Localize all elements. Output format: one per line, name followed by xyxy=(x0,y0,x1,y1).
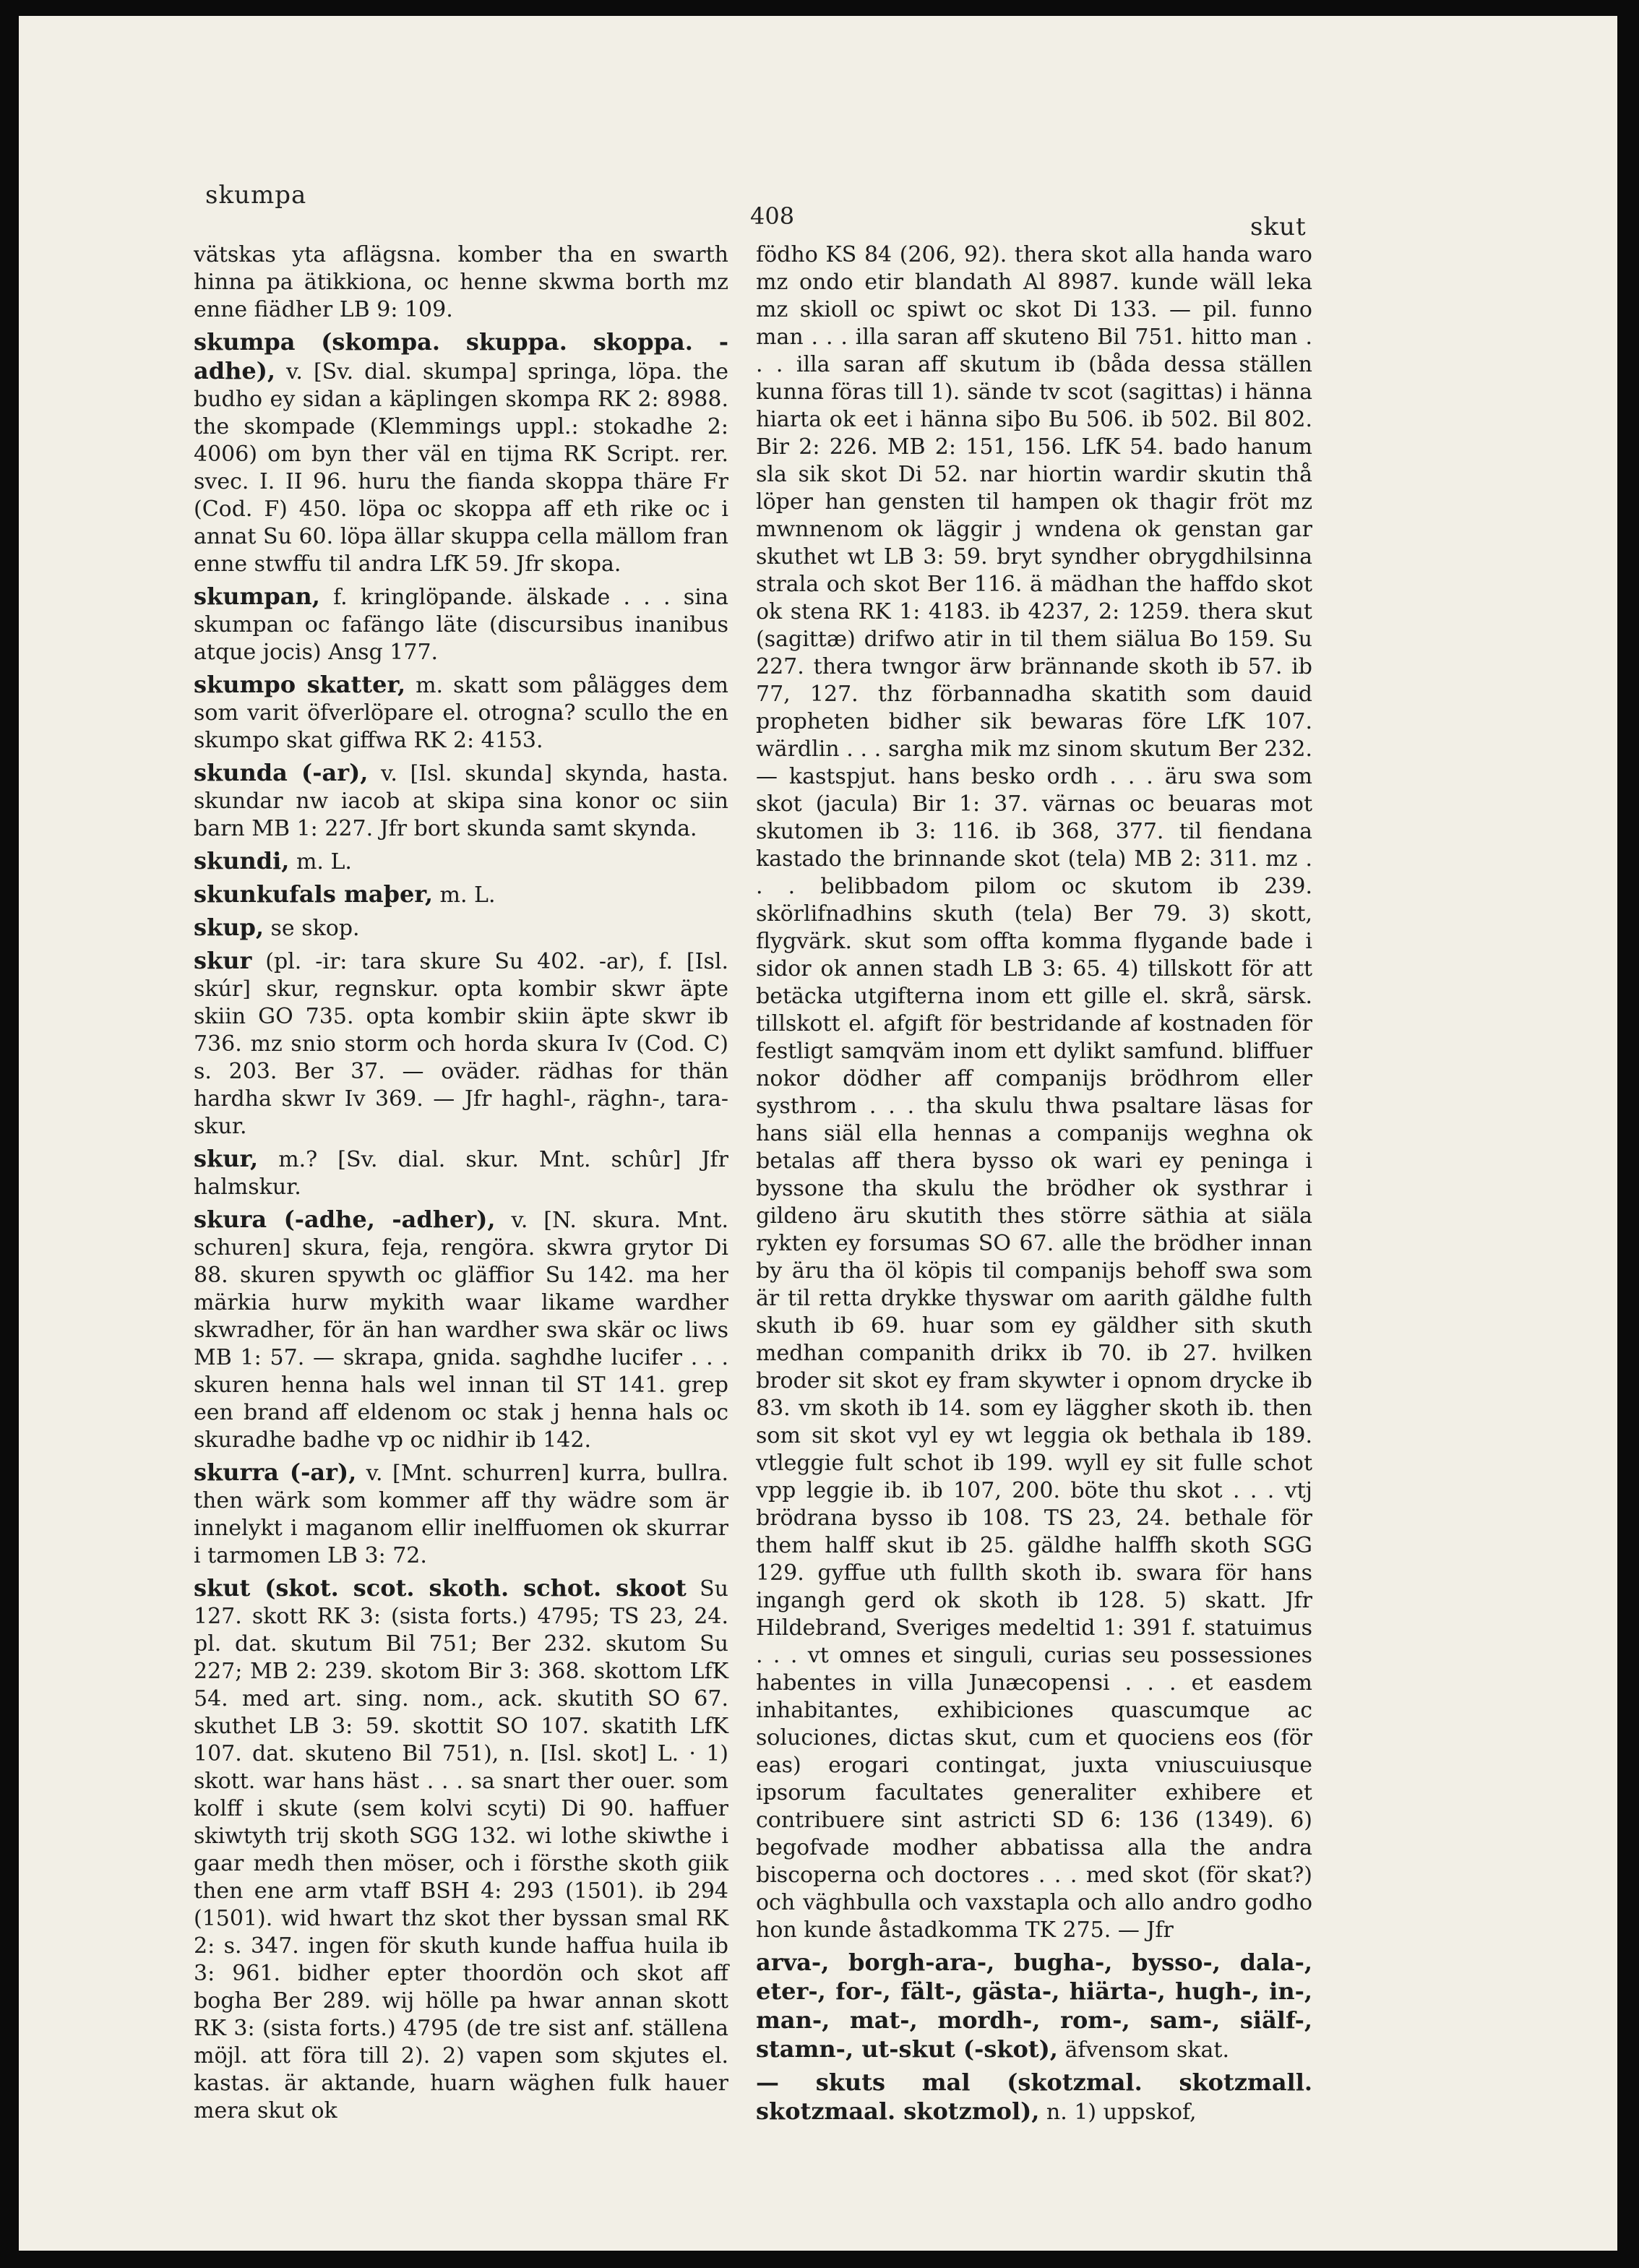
dictionary-entry xyxy=(194,1459,728,1570)
entry-headword: skura (-adhe, -adher), xyxy=(194,1206,496,1233)
running-head-right: skut xyxy=(1250,212,1307,241)
entry-headword: arva-, borgh-ara-, bugha-, bysso-, dala-, eter-, for-, fält-, gästa-, hiärta-, hugh-, in-, man-, mat-, mordh-, rom-, sam-, siälf-, stamn-, ut-skut (-skot), xyxy=(756,1949,1312,2063)
dictionary-entry xyxy=(194,1145,728,1201)
entry-text: m.? [Sv. dial. skur. Mnt. schûr] Jfr halmskur. xyxy=(194,1147,728,1200)
dictionary-entry xyxy=(756,1949,1312,2064)
page-number: 408 xyxy=(750,202,795,230)
entry-text: se skop. xyxy=(270,916,360,941)
dictionary-entry xyxy=(194,759,728,843)
entry-text: födho KS 84 (206, 92). thera skot alla handa waro mz ondo etir blandath Al 8987. kunde wäll leka mz skioll oc spiwt oc skot Di 133. — pil. funno man . . . illa saran aff skuteno Bil 751. hitto man . . . illa saran aff skutum ib (båda dessa ställen kunna föras till 1). sände tv scot (sagittas) i hänna hiarta ok eet i hänna siþo Bu 506. ib 502. Bil 802. Bir 2: 226. MB 2: 151, 156. LfK 54. bado hanum sla sik skot Di 52. nar hiortin wardir skutin thå löper han gensten til hampen ok thagir fröt mz mwnnenom ok läggir j wndena ok genstan gar skuthet wt LB 3: 59. bryt syndher obrygdhilsinna strala och skot Ber 116. ä mädhan the haffdo skot ok stena RK 1: 4183. ib 4237, 2: 1259. thera skut (sagittæ) drifwo atir in til them siälua Bo 159. Su 227. thera twngor ärw brännande skoth ib 57. ib 77, 127. thz förbannadha skatith som dauid propheten bidher sik bewaras före LfK 107. wärdlin . . . sargha mik mz sinom skutum Ber 232. — kastspjut. hans besko ordh . . . äru swa som skot (jacula) Bir 1: 37. värnas oc beuaras mot skutomen ib 3: 116. ib 368, 377. til fiendana kastado the brinnande skot (tela) MB 2: 311. mz . . . belibbadom pilom oc skutom ib 239. skörlifnadhins skuth (tela) Ber 79. 3) skott, flygvärk. skut som offta komma flygande bade i sidor ok annen stadh LB 3: 65. 4) tillskott för att betäcka utgifterna inom ett gille el. skrå, särsk. tillskott el. afgift för bestridande af kostnaden för festligt samqväm inom ett dylikt samfund. bliffuer nokor dödher aff companijs brödhrom eller systhrom . . . tha skulu thwa psaltare läsas for hans siäl ella hennas a companijs weghna ok betalas aff thera bysso ok wari ey peninga i byssone tha skulu the brödher ok systhrar i gildeno äru skutith thes större säthia at siäla rykten ey forsumas SO 67. alle the brödher innan by äru tha öl köpis til companijs behoff swa som är til retta drykke thyswar om aarith gäldhe fulth skuth ib 69. huar som ey gäldher sith skuth medhan companith drikx ib 70. ib 27. hvilken broder sit skot ey fram skywter i opnom drycke ib 83. vm skoth ib 14. som ey läggher skoth ib. then som sit skot vyl ey wt leggia ok bethala ib 189. vtleggie fult schot ib 199. wyll ey sit fulle schot vpp leggie ib. ib 107, 200. böte thu skot . . . vtj brödrana bysso ib 108. TS 23, 24. bethale för them halff skut ib 25. gäldhe halffh skoth SGG 129. gyffue uth fullth skoth ib. swara för hans ingangh gerd ok skoth ib 128. 5) skatt. Jfr Hildebrand, Sveriges medeltid 1: 391 f. statuimus . . . vt omnes et singuli, curias seu possessiones habentes in villa Junæcopensi . . . et easdem inhabitantes, exhibiciones quascumque ac soluciones, dictas skut, cum et quociens eos (för eas) erogari contingat, juxta vniuscuiusque ipsorum facultates generaliter exhibere et contribuere sint astricti SD 6: 136 (1349). 6) begofvade modher abbatissa alla the andra biscoperna och doctores . . . med skot (för skat?) och väghbulla och vaxstapla och allo andro godho hon kunde åstadkomma TK 275. — Jfr xyxy=(756,242,1312,1943)
entry-text: m. L. xyxy=(296,849,352,875)
entry-headword: skundi, xyxy=(194,847,290,875)
entry-headword: skur xyxy=(194,947,252,974)
entry-text: Su 127. skott RK 3: (sista forts.) 4795; TS 23, 24. pl. dat. skutum Bil 751; Ber 232. skutom Su 227; MB 2: 239. skotom Bir 3: 368. skottom LfK 54. med art. sing. nom., ack. skutith SO 67. skuthet LB 3: 59. skottit SO 107. skatith LfK 107. dat. skuteno Bil 751), n. [Isl. skot] L. · 1) skott. war hans häst . . . sa snart ther ouer. som kolff i skute (sem kolvi scyti) Di 90. haffuer skiwtyth trij skoth SGG 132. wi lothe skiwthe i gaar medh then möser, och i försthe skoth giik then ene arm vtaff BSH 4: 293 (1501). ib 294 (1501). wid hwart thz skot ther byssan smal RK 2: s. 347. ingen för skuth kunde haffua huila ib 3: 961. bidher epter thoordön och skot aff bogha Ber 289. wij hölle pa hwar annan skott RK 3: (sista forts.) 4795 (de tre sist anf. ställena möjl. att föra till 2). 2) vapen som skjutes el. kastas. är aktande, huarn wäghen fulk hauer mera skut ok xyxy=(194,1576,728,2123)
entry-continuation xyxy=(194,241,728,324)
dictionary-entry xyxy=(194,671,728,755)
entry-text: äfvensom skat. xyxy=(1064,2037,1229,2063)
entry-text: v. [Sv. dial. skumpa] springa, löpa. the budho ey sidan a käplingen skompa RK 2: 8988. the skompade (Klemmings uppl.: stokadhe 2: 4006) om byn ther väl en tijma RK Script. rer. svec. I. II 96. huru the fianda skoppa thäre Fr (Cod. F) 450. löpa oc skoppa aff eth rike oc i annat Su 60. löpa ällar skuppa cella mällom fran enne stwffu til andra LfK 59. Jfr skopa. xyxy=(194,359,729,577)
dictionary-entry xyxy=(756,2069,1312,2126)
entry-headword: skumpo skatter, xyxy=(194,671,406,698)
dictionary-entry xyxy=(194,583,728,666)
entry-text: (pl. -ir: tara skure Su 402. -ar), f. [Isl. skúr] skur, regnskur. opta kombir skwr äpte skiin GO 735. opta kombir skiin äpte skwr ib 736. mz snio storm och horda skura Iv (Cod. C) s. 203. Ber 37. — oväder. rädhas for thän hardha skwr Iv 369. — Jfr haghl-, räghn-, tara-skur. xyxy=(194,949,728,1139)
dictionary-entry xyxy=(194,847,728,876)
entry-headword: — skuts mal (skotzmal. skotzmall. skotzmaal. skotzmol), xyxy=(756,2069,1312,2125)
dictionary-entry xyxy=(194,1574,728,2125)
entry-text: v. [Mnt. schurren] kurra, bullra. then wärk som kommer aff thy wädre som är innelykt i maganom ellir inelffuomen ok skurrar i tarmomen LB 3: 72. xyxy=(194,1461,728,1568)
running-head-left: skumpa xyxy=(205,181,307,210)
entry-headword: skurra (-ar), xyxy=(194,1459,357,1486)
right-column xyxy=(756,241,1312,2131)
entry-headword: skup, xyxy=(194,914,264,941)
entry-continuation xyxy=(756,241,1312,1944)
dictionary-entry xyxy=(194,914,728,942)
entry-text: m. skatt som pålägges dem som varit öfverlöpare el. otrogna? scullo the en skumpo skat giffwa RK 2: 4153. xyxy=(194,673,728,753)
left-column xyxy=(194,241,728,2129)
entry-text: f. kringlöpande. älskade . . . sina skumpan oc fafängo läte (discursibus inanibus atque jocis) Ansg 177. xyxy=(194,585,728,665)
entry-headword: skumpa (skompa. skuppa. skoppa. -adhe), xyxy=(194,328,728,385)
entry-headword: skur, xyxy=(194,1145,259,1172)
dictionary-entry xyxy=(194,1206,728,1454)
entry-headword: skunda (-ar), xyxy=(194,759,369,786)
entry-text: v. [Isl. skunda] skynda, hasta. skundar nw iacob at skipa sina konor oc siin barn MB 1: 227. Jfr bort skunda samt skynda. xyxy=(194,761,728,841)
entry-text: vätskas yta aflägsna. komber tha en swarth hinna pa ätikkiona, oc henne skwma borth mz enne fiädher LB 9: 109. xyxy=(194,242,728,322)
entry-text: v. [N. skura. Mnt. schuren] skura, feja, rengöra. skwra grytor Di 88. skuren spywth oc gläffior Su 142. ma her märkia hurw mykith waar likame wardher skwradher, för än han wardher swa skär oc liws MB 1: 57. — skrapa, gnida. saghdhe lucifer . . . skuren henna hals wel innan til ST 141. grep een brand aff eldenom oc stak j henna hals oc skuradhe badhe vp oc nidhir ib 142. xyxy=(194,1208,728,1453)
dictionary-entry xyxy=(194,880,728,909)
dictionary-page xyxy=(19,16,1617,2251)
entry-headword: skut (skot. scot. skoth. schot. skoot xyxy=(194,1574,687,1602)
dictionary-entry xyxy=(194,328,728,578)
entry-text: n. 1) uppskof, xyxy=(1046,2100,1197,2125)
entry-headword: skumpan, xyxy=(194,583,320,610)
dictionary-entry xyxy=(194,947,728,1141)
entry-headword: skunkufals maþer, xyxy=(194,880,433,908)
entry-text: m. L. xyxy=(439,882,496,908)
